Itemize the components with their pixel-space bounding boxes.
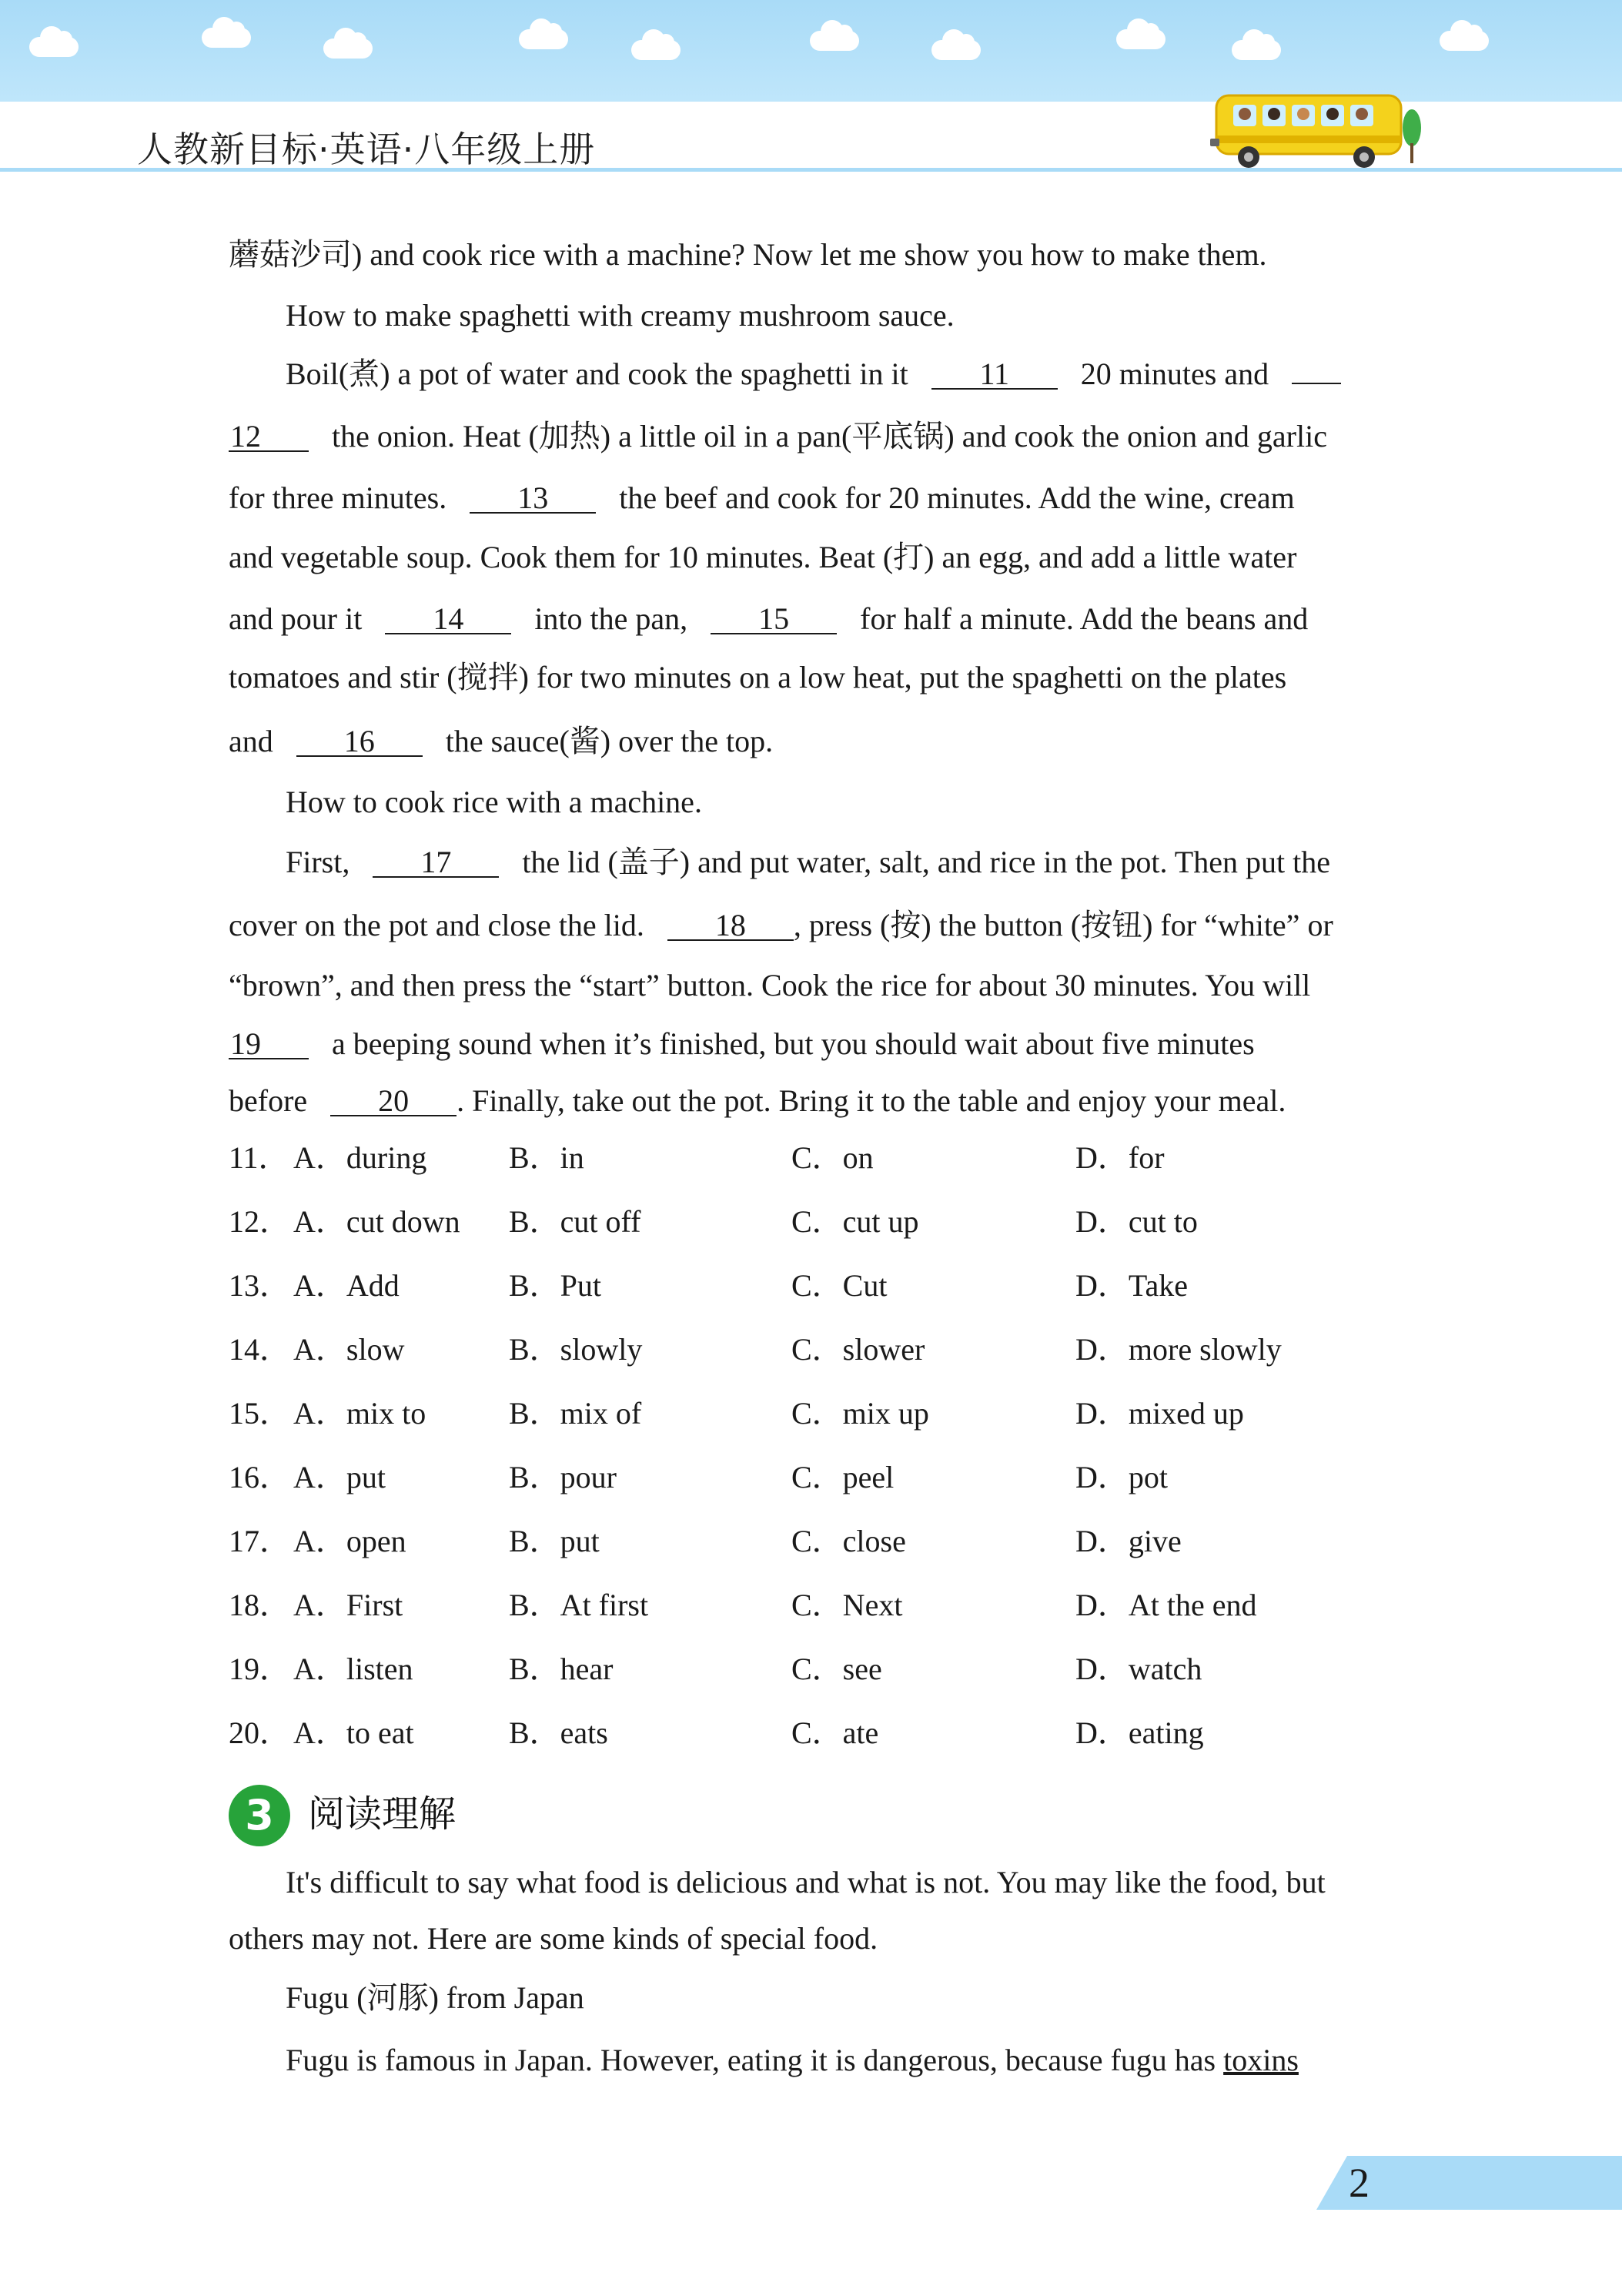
option-d[interactable]: D．for	[1075, 1140, 1165, 1175]
option-d[interactable]: D．cut to	[1075, 1204, 1198, 1239]
option-a[interactable]: A．Add	[293, 1268, 400, 1303]
cloud-decoration	[323, 38, 373, 59]
question-number: 14．	[229, 1332, 290, 1367]
cloud-decoration	[202, 28, 251, 48]
passage-line: 12 the onion. Heat (加热) a little oil in a pan(平底锅) and cook the onion and garlic	[230, 419, 1327, 454]
option-b[interactable]: B．cut off	[509, 1204, 641, 1239]
passage-line: and 16 the sauce(酱) over the top.	[229, 724, 774, 758]
option-a[interactable]: A．First	[293, 1588, 403, 1622]
option-b[interactable]: B．pour	[509, 1460, 617, 1494]
cloud-decoration	[519, 29, 568, 49]
passage-line: First, 17 the lid (盖子) and put water, salt, and rice in the pot. Then put the	[286, 845, 1330, 879]
option-row	[229, 1205, 1399, 1239]
cloud-decoration	[810, 31, 859, 51]
question-number: 16．	[229, 1460, 290, 1494]
question-number: 12．	[229, 1204, 290, 1239]
option-c[interactable]: C．cut up	[791, 1204, 919, 1239]
question-number: 20．	[229, 1715, 290, 1750]
book-title: 人教新目标·英语·八年级上册	[137, 129, 596, 170]
option-d[interactable]: D．pot	[1075, 1460, 1168, 1494]
blank-20: 20	[330, 1087, 457, 1116]
option-c[interactable]: C．mix up	[791, 1396, 929, 1431]
blank-11: 11	[931, 360, 1058, 390]
question-number: 18．	[229, 1588, 290, 1622]
option-d[interactable]: D．more slowly	[1075, 1332, 1282, 1367]
option-b[interactable]: B．Put	[509, 1268, 602, 1303]
option-row	[229, 1333, 1399, 1367]
underlined-word: toxins	[1223, 2043, 1299, 2077]
blank-13: 13	[470, 484, 596, 514]
option-row	[229, 1588, 1399, 1622]
question-number: 17．	[229, 1524, 290, 1558]
passage-line: “brown”, and then press the “start” button. Cook the rice for about 30 minutes. You will	[229, 968, 1311, 1002]
blank-12-start	[1292, 383, 1341, 384]
page-number: 2	[1349, 2160, 1370, 2206]
question-number: 11．	[229, 1140, 289, 1175]
option-d[interactable]: D．watch	[1075, 1652, 1202, 1686]
blank-19: 19	[229, 1030, 309, 1059]
blank-17: 17	[373, 848, 499, 878]
passage-line: cover on the pot and close the lid. 18 , press (按) the button (按钮) for “white” or	[229, 908, 1333, 942]
blank-16: 16	[296, 728, 423, 757]
passage-line: before 20 . Finally, take out the pot. Bring it to the table and enjoy your meal.	[229, 1083, 1286, 1118]
reading-heading: Fugu (河豚) from Japan	[286, 1980, 584, 2015]
option-a[interactable]: A．slow	[293, 1332, 405, 1367]
passage-line: 蘑菇沙司) and cook rice with a machine? Now let me show you how to make them.	[229, 237, 1267, 272]
option-d[interactable]: D．At the end	[1075, 1588, 1257, 1622]
passage-heading: How to cook rice with a machine.	[286, 785, 702, 819]
option-c[interactable]: C．close	[791, 1524, 906, 1558]
blank-12: 12	[229, 423, 309, 452]
passage-line: and vegetable soup. Cook them for 10 minutes. Beat (打) an egg, and add a little water	[229, 540, 1297, 574]
section-title: 阅读理解	[308, 1792, 457, 1836]
cloud-decoration	[1116, 29, 1165, 49]
blank-14: 14	[385, 605, 511, 634]
option-a[interactable]: A．listen	[293, 1652, 413, 1686]
option-row	[229, 1269, 1399, 1303]
passage-line: Boil(煮) a pot of water and cook the spaghetti in it 11 20 minutes and	[286, 359, 1456, 390]
option-c[interactable]: C．Cut	[791, 1268, 888, 1303]
option-b[interactable]: B．eats	[509, 1715, 608, 1750]
question-number: 13．	[229, 1268, 290, 1303]
option-c[interactable]: C．see	[791, 1652, 882, 1686]
option-row	[229, 1525, 1399, 1558]
option-d[interactable]: D．mixed up	[1075, 1396, 1244, 1431]
reading-line: Fugu is famous in Japan. However, eating it is dangerous, because fugu has toxins	[286, 2043, 1299, 2077]
option-a[interactable]: A．to eat	[293, 1715, 414, 1750]
cloud-decoration	[1232, 40, 1281, 60]
cloud-decoration	[931, 40, 981, 60]
option-row	[229, 1652, 1399, 1686]
option-b[interactable]: B．in	[509, 1140, 584, 1175]
option-row	[229, 1397, 1399, 1431]
option-a[interactable]: A．during	[293, 1140, 427, 1175]
question-number: 19．	[229, 1652, 290, 1686]
option-a[interactable]: A．open	[293, 1524, 406, 1558]
cloud-decoration	[631, 40, 681, 60]
option-c[interactable]: C．peel	[791, 1460, 895, 1494]
option-c[interactable]: C．slower	[791, 1332, 925, 1367]
question-number: 15．	[229, 1396, 290, 1431]
section-number-badge: 3	[229, 1785, 290, 1846]
option-row	[229, 1716, 1399, 1750]
option-b[interactable]: B．put	[509, 1524, 600, 1558]
blank-15: 15	[711, 605, 837, 634]
option-row	[229, 1141, 1399, 1175]
option-a[interactable]: A．mix to	[293, 1396, 426, 1431]
reading-line: others may not. Here are some kinds of special food.	[229, 1921, 878, 1956]
option-b[interactable]: B．hear	[509, 1652, 614, 1686]
passage-line: and pour it 14 into the pan, 15 for half a minute. Add the beans and	[229, 601, 1309, 636]
option-a[interactable]: A．put	[293, 1460, 386, 1494]
option-b[interactable]: B．At first	[509, 1588, 649, 1622]
cloud-decoration	[29, 37, 79, 57]
option-b[interactable]: B．slowly	[509, 1332, 643, 1367]
blank-18: 18	[667, 912, 794, 941]
passage-line: for three minutes. 13 the beef and cook for 20 minutes. Add the wine, cream	[229, 480, 1295, 515]
option-c[interactable]: C．Next	[791, 1588, 903, 1622]
option-d[interactable]: D．give	[1075, 1524, 1182, 1558]
passage-line: 19 a beeping sound when it’s finished, but you should wait about five minutes	[230, 1026, 1255, 1061]
passage-line: tomatoes and stir (搅拌) for two minutes on a low heat, put the spaghetti on the plates	[229, 660, 1287, 694]
cloud-decoration	[1440, 31, 1489, 51]
option-d[interactable]: D．Take	[1075, 1268, 1189, 1303]
option-b[interactable]: B．mix of	[509, 1396, 642, 1431]
option-row	[229, 1461, 1399, 1494]
option-d[interactable]: D．eating	[1075, 1715, 1204, 1750]
reading-line: It's difficult to say what food is delicious and what is not. You may like the food, but	[286, 1865, 1326, 1899]
option-a[interactable]: A．cut down	[293, 1204, 460, 1239]
school-bus-icon	[1210, 82, 1426, 172]
option-c[interactable]: C．ate	[791, 1715, 879, 1750]
passage-heading: How to make spaghetti with creamy mushroom sauce.	[286, 298, 955, 333]
option-c[interactable]: C．on	[791, 1140, 874, 1175]
